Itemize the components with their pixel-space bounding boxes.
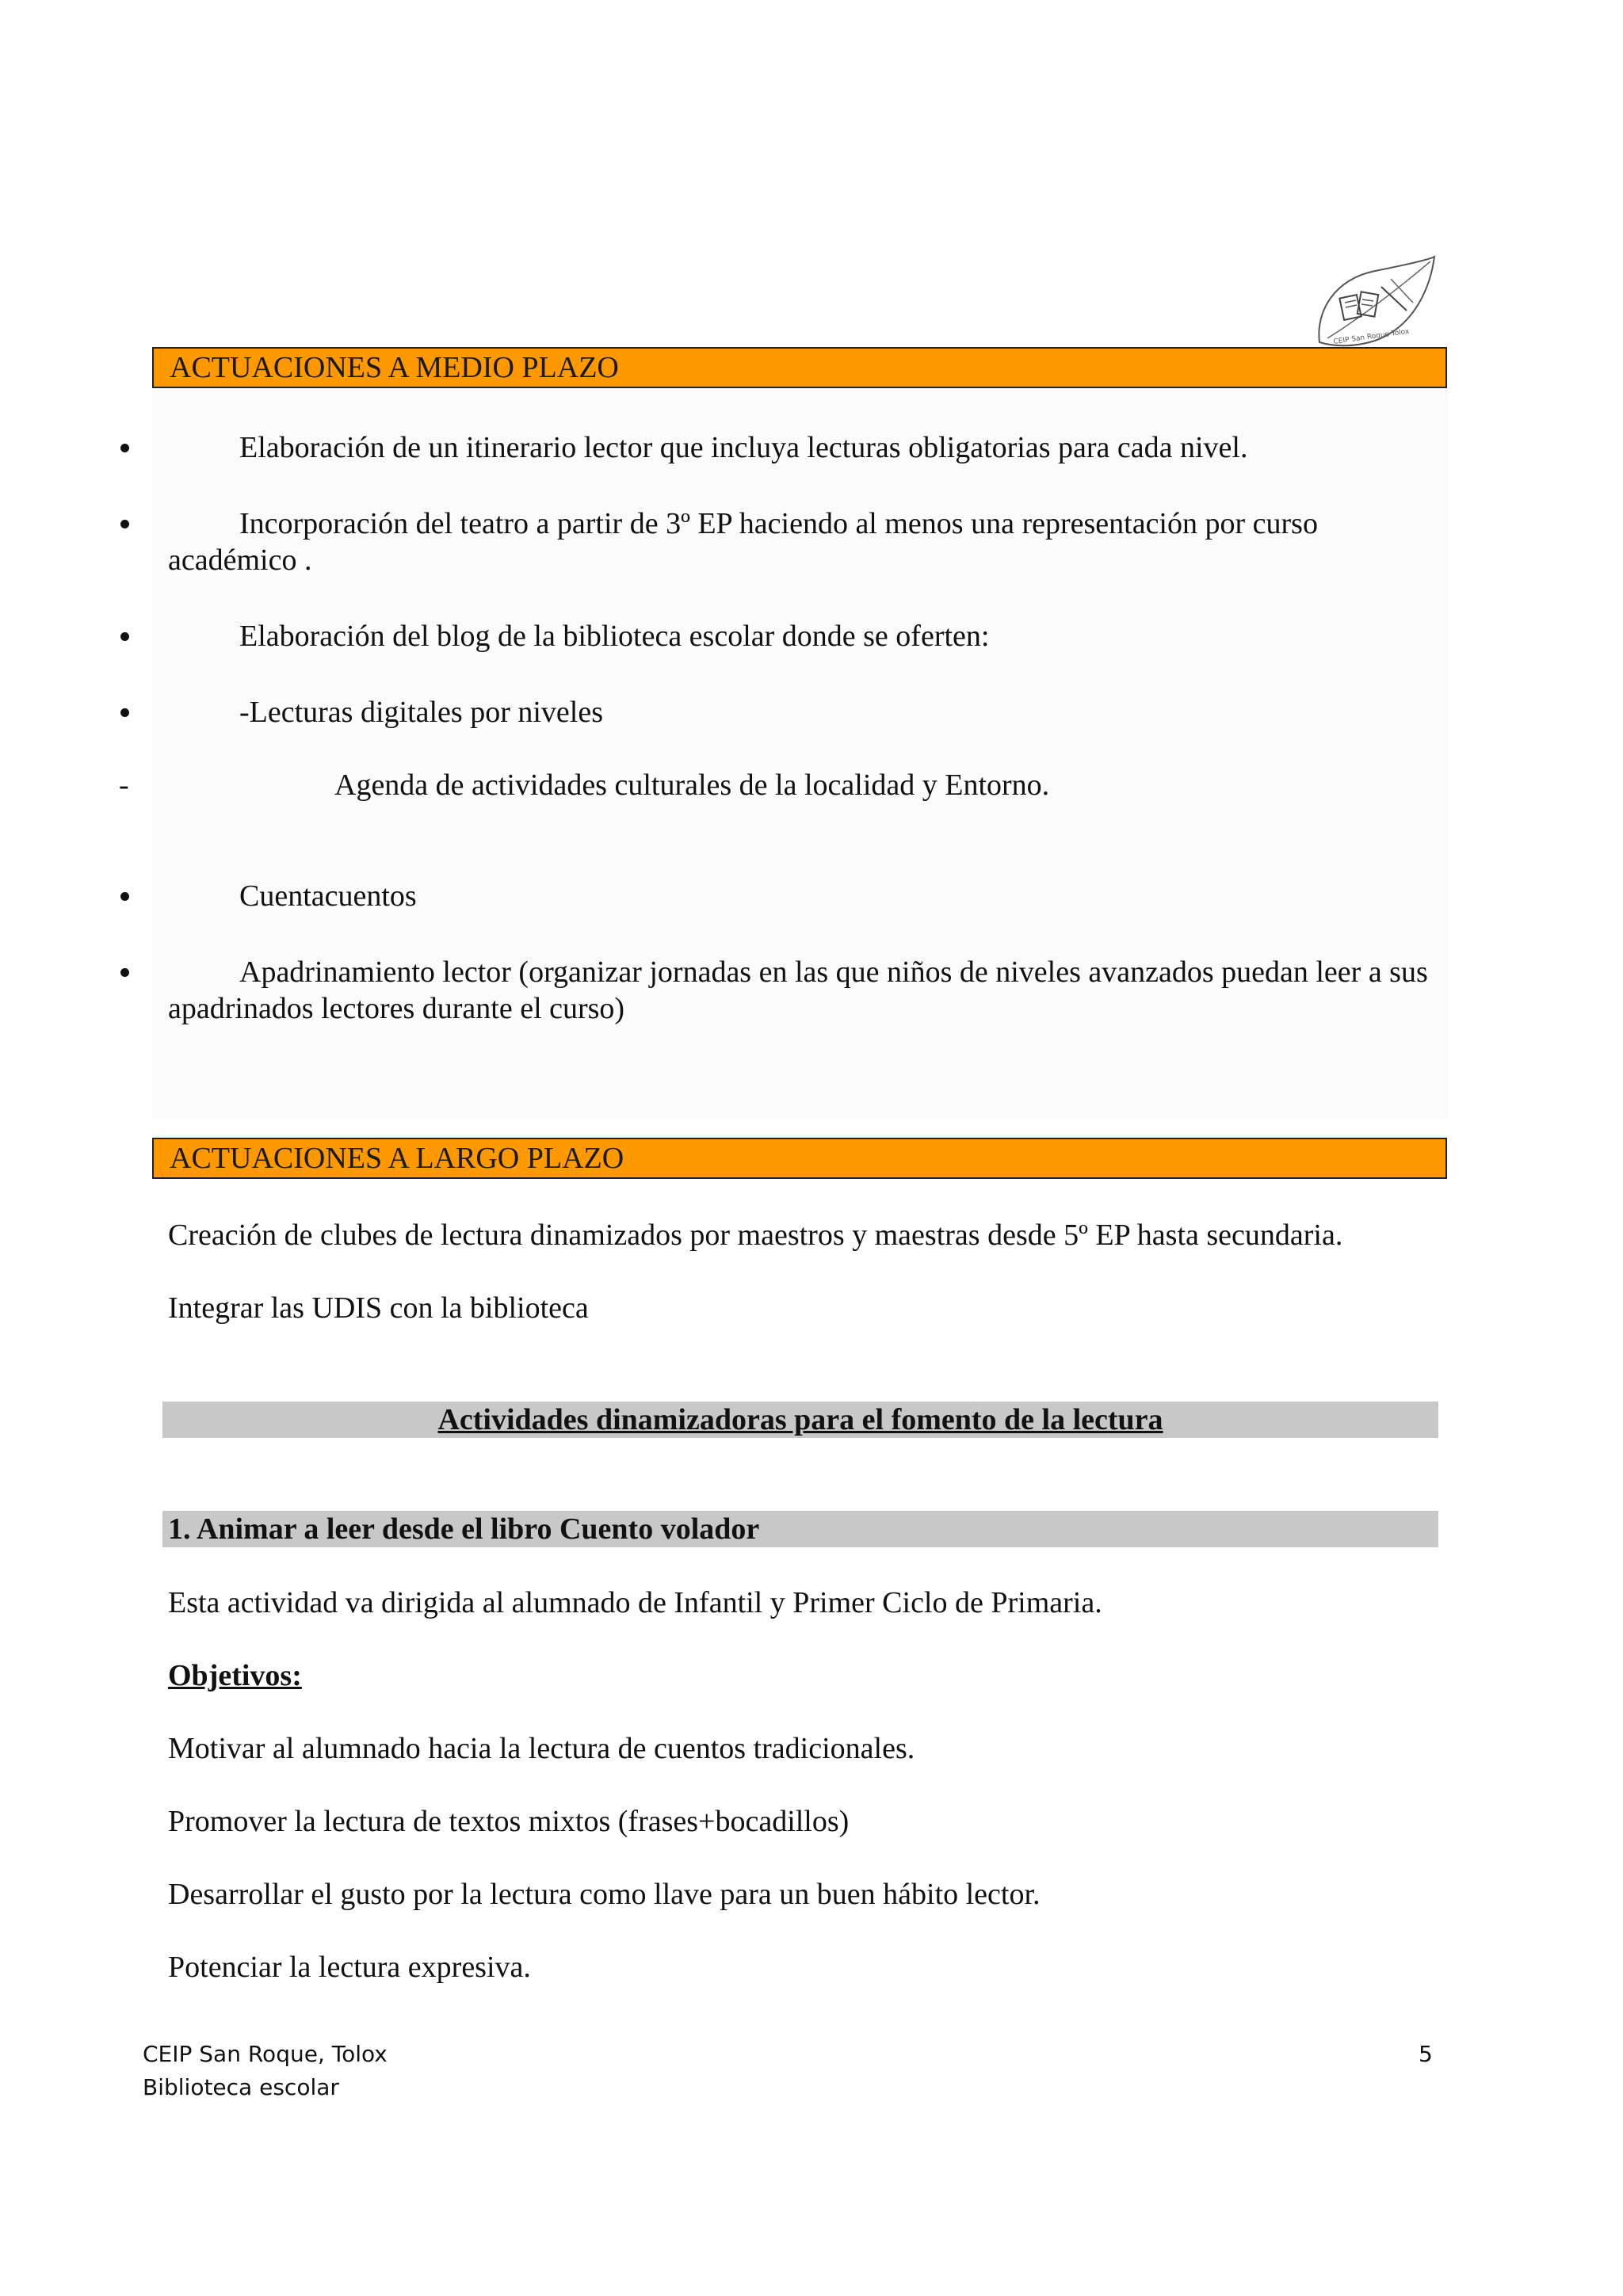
page-number: 5 [1419,2041,1433,2067]
largo-plazo-item: Creación de clubes de lectura dinamizados por maestros y maestras desde 5º EP hasta secundaria. [168,1219,1343,1252]
activities-title: Actividades dinamizadoras para el fomento de la lectura [437,1403,1163,1436]
list-item-text: Incorporación del teatro a partir de 3º EP haciendo al menos una representación por curso académico . [168,507,1318,577]
school-logo-icon [1312,255,1438,352]
activity-intro: Esta actividad va dirigida al alumnado de Infantil y Primer Ciclo de Primaria. [168,1586,1102,1619]
section-header-medio-plazo: ACTUACIONES A MEDIO PLAZO [152,347,1447,388]
objective-item: Promover la lectura de textos mixtos (frases+bocadillos) [168,1805,850,1838]
largo-plazo-item: Integrar las UDIS con la biblioteca [168,1291,589,1325]
objective-item: Desarrollar el gusto por la lectura como llave para un buen hábito lector. [168,1878,1041,1911]
bullet-icon [120,968,129,977]
objectives-heading: Objetivos: [168,1659,302,1692]
bullet-icon [120,892,129,901]
svg-text:CEIP San Roque Tolox: CEIP San Roque Tolox [1333,327,1410,346]
list-item-text: Elaboración de un itinerario lector que incluya lecturas obligatorias para cada nivel. [239,431,1248,464]
bullet-icon [120,632,129,641]
list-item-text: Agenda de actividades culturales de la localidad y Entorno. [334,769,1050,802]
dash-marker: - [119,769,129,802]
footer-school: CEIP San Roque, Tolox [143,2041,388,2067]
list-item-text: -Lecturas digitales por niveles [239,696,604,729]
list-item-text: Cuentacuentos [239,879,417,913]
list-item-text: Elaboración del blog de la biblioteca escolar donde se oferten: [239,620,990,653]
objective-item: Potenciar la lectura expresiva. [168,1951,531,1984]
activity-1-title: 1. Animar a leer desde el libro Cuento volador [168,1512,760,1546]
bullet-icon [120,444,129,452]
page-footer [143,2038,388,2104]
bullet-icon [120,708,129,717]
bullet-icon [120,520,129,528]
section-header-largo-plazo: ACTUACIONES A LARGO PLAZO [152,1138,1447,1179]
list-item-text: Apadrinamiento lector (organizar jornadas en las que niños de niveles avanzados puedan leer a sus apadrinados lectores durante el curso) [168,955,1428,1025]
footer-library: Biblioteca escolar [143,2074,339,2100]
objective-item: Motivar al alumnado hacia la lectura de cuentos tradicionales. [168,1732,915,1765]
